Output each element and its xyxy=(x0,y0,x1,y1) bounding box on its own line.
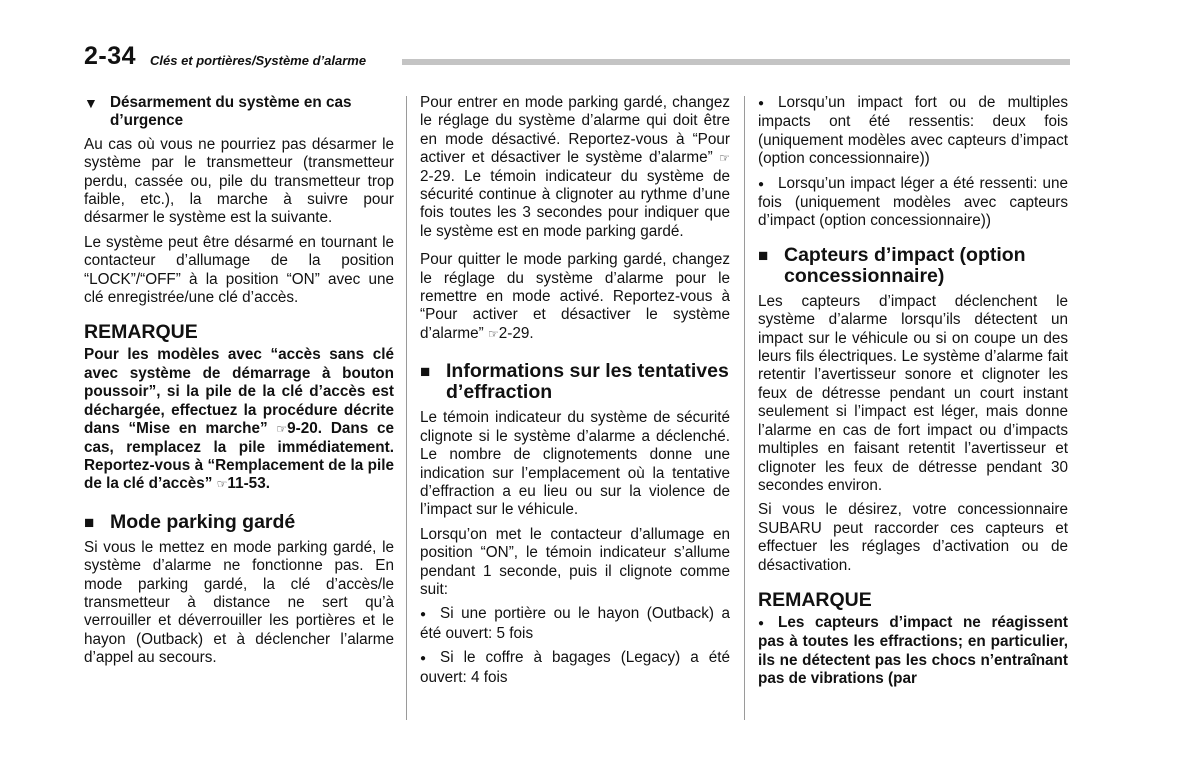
list-item-text: Si une portière ou le hayon (Outback) a été ouvert: 5 fois xyxy=(420,605,730,642)
paragraph xyxy=(420,94,730,241)
page-ref-icon: ☞ xyxy=(719,151,730,166)
paragraph: Si vous le désirez, votre concessionnaire SUBARU peut raccorder ces capteurs et effectuer les réglages d’activation ou de désactivation. xyxy=(758,501,1068,574)
column-divider xyxy=(744,96,745,720)
page-ref-icon: ☞ xyxy=(488,326,499,341)
list-item-text: Lorsqu’un impact léger a été ressenti: une fois (uniquement modèles avec capteurs d’impact (option concessionnaire)) xyxy=(758,174,1068,230)
bullet-icon: ● xyxy=(758,98,765,109)
page-header xyxy=(84,42,1070,72)
bullet-icon: ● xyxy=(758,617,765,629)
paragraph-text: Pour entrer en mode parking gardé, changez le réglage du système d’alarme qui doit être en mode désactivé. Reportez-vous à “Pour activer et désactiver le système d’alarme” xyxy=(420,94,730,167)
page-ref: 9-20. xyxy=(287,420,323,438)
list-item-text: Lorsqu’un impact fort ou de multiples impacts ont été ressentis: deux fois (uniquement modèles avec capteurs d’impact (option concessionnaire)) xyxy=(758,94,1068,168)
column-2 xyxy=(420,94,730,693)
section-heading xyxy=(758,245,1068,287)
page-ref-icon: ☞ xyxy=(216,477,228,492)
list-item xyxy=(420,649,730,687)
list-item xyxy=(758,94,1068,169)
list-item xyxy=(420,605,730,643)
bullet-icon: ● xyxy=(758,178,765,190)
note-body xyxy=(758,614,1068,689)
heading-text: Informations sur les tentatives d’effraction xyxy=(446,360,729,404)
heading-text: Mode parking gardé xyxy=(110,510,296,533)
section-heading xyxy=(420,361,730,403)
note-text: Dans ce cas, remplacez la pile immédiatement. Reportez-vous à “Remplacement de la pile de la clé d’accès” xyxy=(84,420,395,493)
square-icon: ■ xyxy=(758,245,769,265)
note-title: REMARQUE xyxy=(84,321,198,344)
paragraph-text: Pour quitter le mode parking gardé, changez le réglage du système d’alarme pour le remettre en mode activé. Reportez-vous à “Pour activer et désactiver le système d’alarme” xyxy=(420,251,730,342)
list-item xyxy=(758,175,1068,231)
column-divider xyxy=(406,96,407,720)
bullet-icon: ● xyxy=(420,609,427,621)
page-ref: 2-29. xyxy=(498,324,534,342)
triangle-down-icon: ▼ xyxy=(84,95,98,111)
header-rule xyxy=(402,59,1070,65)
heading-text: Capteurs d’impact (option concessionnaire) xyxy=(784,243,1026,287)
subheading-text: Désarmement du système en cas d’urgence xyxy=(110,94,352,130)
page-ref-icon: ☞ xyxy=(276,422,288,437)
bullet-icon: ● xyxy=(420,653,427,665)
note-title: REMARQUE xyxy=(758,588,872,611)
page-number: 2-34 xyxy=(84,42,137,70)
subheading xyxy=(84,94,394,131)
list-item-text: Si le coffre à bagages (Legacy) a été ouvert: 4 fois xyxy=(420,649,730,686)
section-title: Clés et portières/Système d’alarme xyxy=(150,53,367,68)
page-ref: 2-29. xyxy=(420,167,455,185)
paragraph xyxy=(420,251,730,343)
square-icon: ■ xyxy=(420,362,431,382)
section-heading xyxy=(84,512,394,533)
paragraph: Au cas où vous ne pourriez pas désarmer le système par le transmetteur (transmetteur perdu, cassée ou, pile du transmetteur trop faible, etc.), la marche à suivre pour désarmer le système est la suivante. xyxy=(84,135,394,227)
column-1 xyxy=(84,94,394,674)
column-3 xyxy=(758,94,1068,695)
paragraph: Le témoin indicateur du système de sécurité clignote si le système d’alarme a déclenché. Le nombre de clignotements donne une indication sur l’emplacement où la tentative d’effraction a eu lieu ou sur la violence de l’impact sur le véhicule. xyxy=(420,409,730,519)
note-body xyxy=(84,346,394,493)
note-text: Pour les modèles avec “accès sans clé avec système de démarrage à bouton poussoir”, si la pile de la clé d’accès est déchargée, effectuez la procédure décrite dans “Mise en marche” xyxy=(84,346,394,438)
square-icon: ■ xyxy=(84,512,95,532)
paragraph: Si vous le mettez en mode parking gardé, le système d’alarme ne fonctionne pas. En mode parking gardé, la clé d’accès/le transmetteur à distance ne sert qu’à verrouiller et déverrouiller les portières et le hayon (Outback) et à déclencher l’alarme d’appel au secours. xyxy=(84,538,394,667)
paragraph: Lorsqu’on met le contacteur d’allumage en position “ON”, le témoin indicateur s’allume pendant 1 seconde, puis il clignote comme suit: xyxy=(420,525,730,598)
paragraph: Les capteurs d’impact déclenchent le système d’alarme lorsqu’ils détectent un impact sur le véhicule ou si on coupe un des leurs fils électriques. Le système d’alarme fait retentir l’avertisseur sonore et clignoter les feux de détresse pendant un court instant seulement si l’impact est léger, mais donne l’alarme en cas de fort impact ou d’impacts multiples en faisant retentit l’avertisseur et clignoter les feux de détresse pendant 30 secondes environ. xyxy=(758,292,1068,494)
page-ref: 11-53. xyxy=(227,475,270,493)
paragraph: Le système peut être désarmé en tournant le contacteur d’allumage de la position “LOCK”/“OFF” à la position “ON” avec une clé enregistrée/une clé d’accès. xyxy=(84,233,394,307)
note-text: Les capteurs d’impact ne réagissent pas à toutes les effractions; en particulier, ils ne détectent pas les chocs n’entraînant pas de vibrations (par xyxy=(758,613,1068,688)
paragraph-text: Le témoin indicateur du système de sécurité continue à clignoter au rythme d’une fois toutes les 3 secondes pour indiquer que le système est en mode parking gardé. xyxy=(420,167,730,240)
